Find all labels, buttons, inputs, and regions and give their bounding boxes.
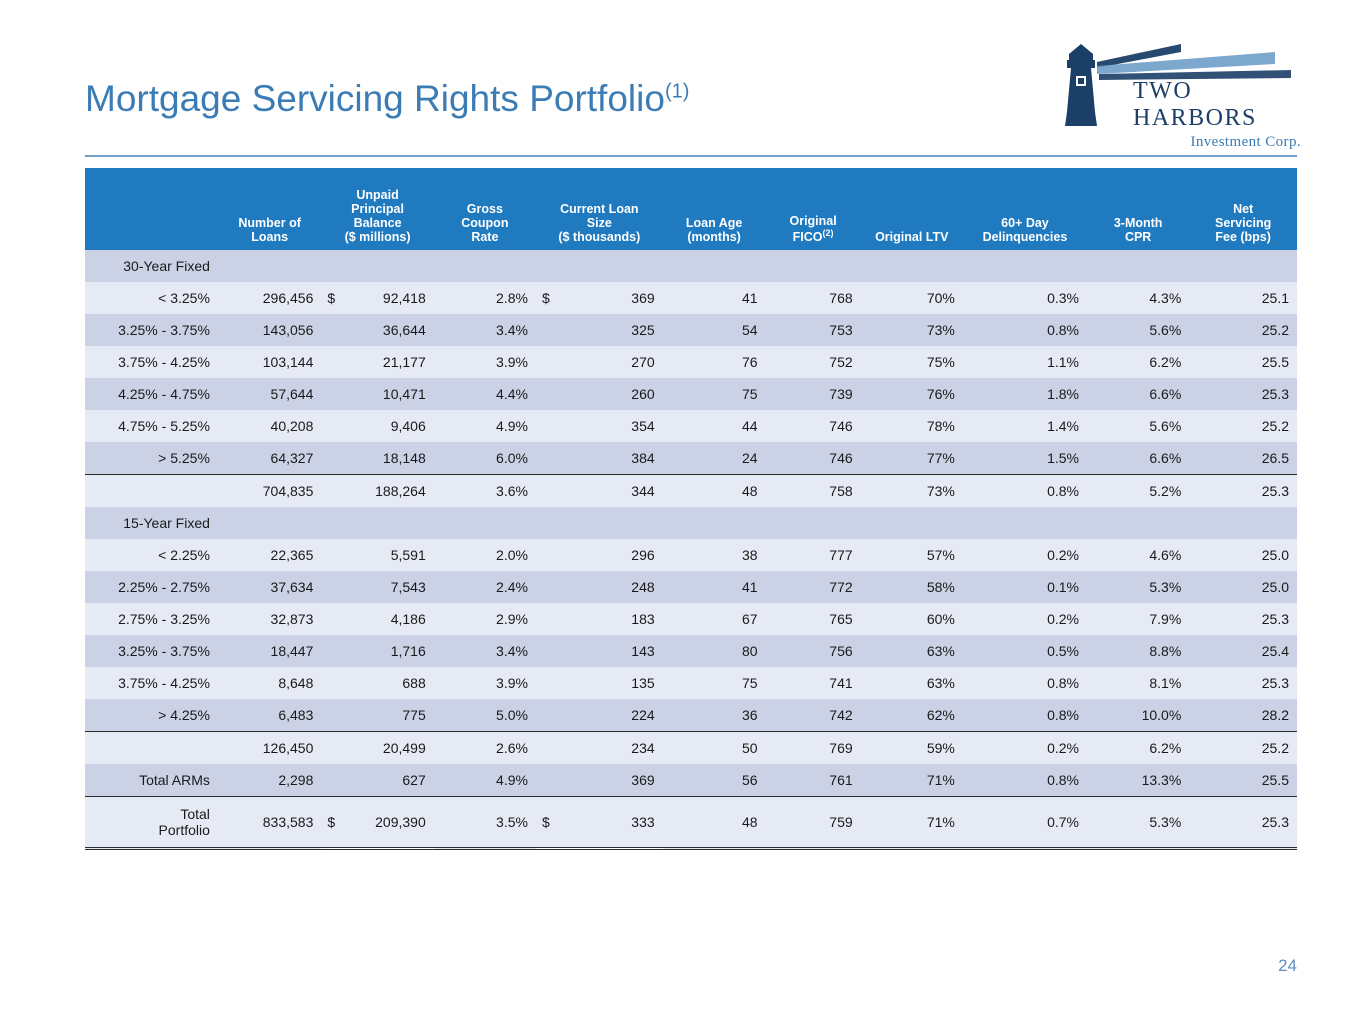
- cell-loan-age: 38: [663, 539, 766, 571]
- cell-delinquencies: 1.1%: [963, 346, 1087, 378]
- cell-cpr: 5.6%: [1087, 410, 1189, 442]
- header-line: FICO: [792, 230, 823, 244]
- cell-loan-age: 54: [663, 314, 766, 346]
- cell-upb: 20,499: [321, 732, 433, 765]
- cell: [321, 250, 433, 282]
- currency-symbol: $: [327, 814, 336, 830]
- cell: [963, 507, 1087, 539]
- table-row-subtotal: [85, 732, 1297, 765]
- cell-loan-age: 41: [663, 571, 766, 603]
- cell-cpr: 8.1%: [1087, 667, 1189, 699]
- header-line: ($ thousands): [558, 230, 641, 244]
- logo-wordmark: [1133, 78, 1301, 151]
- cell-value: 92,418: [382, 290, 426, 306]
- cell-number-of-loans: 18,447: [218, 635, 321, 667]
- table-row-total-portfolio: [85, 797, 1297, 849]
- cell-loan-size: 344: [536, 475, 663, 508]
- cell-loan-size: 143: [536, 635, 663, 667]
- cell: [434, 250, 536, 282]
- cell-servicing-fee: 25.0: [1189, 539, 1297, 571]
- cell-ltv: 60%: [861, 603, 963, 635]
- cell-number-of-loans: 296,456: [218, 282, 321, 314]
- cell-ltv: 78%: [861, 410, 963, 442]
- cell-number-of-loans: 6,483: [218, 699, 321, 732]
- row-label: [85, 732, 218, 765]
- cell: [218, 507, 321, 539]
- cell-loan-size: 296: [536, 539, 663, 571]
- cell-cpr: 6.2%: [1087, 732, 1189, 765]
- cell-number-of-loans: 64,327: [218, 442, 321, 475]
- cell-gross-coupon: 3.9%: [434, 667, 536, 699]
- cell-fico: 753: [766, 314, 861, 346]
- table-row: [85, 282, 1297, 314]
- cell-delinquencies: 0.2%: [963, 732, 1087, 765]
- cell-fico: 769: [766, 732, 861, 765]
- cell: [434, 507, 536, 539]
- row-label-text: < 3.25%: [158, 290, 210, 306]
- cell-gross-coupon: 4.4%: [434, 378, 536, 410]
- cell: [766, 507, 861, 539]
- cell-servicing-fee: 28.2: [1189, 699, 1297, 732]
- cell-cpr: 5.2%: [1087, 475, 1189, 508]
- cell-gross-coupon: 2.8%: [434, 282, 536, 314]
- cell-servicing-fee: 26.5: [1189, 442, 1297, 475]
- header-line: Current Loan: [560, 202, 639, 216]
- cell-upb: 4,186: [321, 603, 433, 635]
- cell-fico: 746: [766, 410, 861, 442]
- column-header-current-loan-size: [536, 168, 663, 250]
- cell-fico: 777: [766, 539, 861, 571]
- cell-ltv: 73%: [861, 475, 963, 508]
- header-line: Original LTV: [875, 230, 949, 244]
- cell: [766, 250, 861, 282]
- cell-loan-size: 135: [536, 667, 663, 699]
- company-logo: [1061, 40, 1301, 150]
- cell-gross-coupon: 6.0%: [434, 442, 536, 475]
- table-header: [85, 168, 1297, 250]
- cell-gross-coupon: 3.6%: [434, 475, 536, 508]
- cell-ltv: 62%: [861, 699, 963, 732]
- table-row: [85, 442, 1297, 475]
- cell-loan-size: 270: [536, 346, 663, 378]
- cell-servicing-fee: 25.3: [1189, 667, 1297, 699]
- row-label: [85, 282, 218, 314]
- cell-loan-age: 76: [663, 346, 766, 378]
- cell-number-of-loans: 32,873: [218, 603, 321, 635]
- cell-ltv: 77%: [861, 442, 963, 475]
- cell-number-of-loans: 22,365: [218, 539, 321, 571]
- cell-cpr: 7.9%: [1087, 603, 1189, 635]
- currency-symbol: $: [327, 290, 336, 306]
- cell-loan-age: 48: [663, 475, 766, 508]
- cell-ltv: 75%: [861, 346, 963, 378]
- cell-upb: 9,406: [321, 410, 433, 442]
- mortgage-servicing-rights-table: [85, 168, 1297, 850]
- column-header-category: [85, 168, 218, 250]
- table-row-subtotal: [85, 475, 1297, 508]
- row-label-line1: Total: [180, 805, 210, 822]
- cell-servicing-fee: 25.1: [1189, 282, 1297, 314]
- page-number: 24: [1278, 956, 1297, 975]
- cell-cpr: 6.6%: [1087, 442, 1189, 475]
- cell-gross-coupon: 2.4%: [434, 571, 536, 603]
- cell: [1189, 250, 1297, 282]
- cell-fico: 752: [766, 346, 861, 378]
- header-line: Principal: [351, 202, 404, 216]
- cell-delinquencies: 0.3%: [963, 282, 1087, 314]
- cell-fico: 739: [766, 378, 861, 410]
- cell-delinquencies: 0.2%: [963, 603, 1087, 635]
- cell-number-of-loans: 37,634: [218, 571, 321, 603]
- cell-ltv: 76%: [861, 378, 963, 410]
- cell-number-of-loans: 143,056: [218, 314, 321, 346]
- cell-loan-age: 80: [663, 635, 766, 667]
- cell-loan-size: 224: [536, 699, 663, 732]
- cell-gross-coupon: 3.4%: [434, 635, 536, 667]
- cell-number-of-loans: 2,298: [218, 764, 321, 797]
- cell-cpr: 4.6%: [1087, 539, 1189, 571]
- cell-loan-age: 44: [663, 410, 766, 442]
- cell-gross-coupon: 4.9%: [434, 764, 536, 797]
- cell-delinquencies: 1.4%: [963, 410, 1087, 442]
- cell-delinquencies: 0.8%: [963, 314, 1087, 346]
- header-line: Fee (bps): [1215, 230, 1271, 244]
- cell-cpr: 6.2%: [1087, 346, 1189, 378]
- cell: [861, 507, 963, 539]
- header-line: (months): [687, 230, 741, 244]
- cell-loan-size: 384: [536, 442, 663, 475]
- cell-gross-coupon: 5.0%: [434, 699, 536, 732]
- header-line: CPR: [1124, 230, 1152, 244]
- cell-delinquencies: 0.8%: [963, 667, 1087, 699]
- column-header-unpaid-principal-balance: [321, 168, 433, 250]
- cell-loan-age: 41: [663, 282, 766, 314]
- cell-loan-age: 48: [663, 797, 766, 849]
- header-line: ($ millions): [344, 230, 411, 244]
- cell-number-of-loans: 126,450: [218, 732, 321, 765]
- cell-servicing-fee: 25.3: [1189, 475, 1297, 508]
- cell-loan-size: 260: [536, 378, 663, 410]
- cell-fico: 761: [766, 764, 861, 797]
- cell-cpr: 13.3%: [1087, 764, 1189, 797]
- cell-number-of-loans: 40,208: [218, 410, 321, 442]
- cell-upb: 5,591: [321, 539, 433, 571]
- cell-servicing-fee: 25.0: [1189, 571, 1297, 603]
- cell-ltv: 70%: [861, 282, 963, 314]
- row-label: > 5.25%: [85, 442, 218, 475]
- cell: [1087, 250, 1189, 282]
- header-footnote-marker: (2): [822, 227, 834, 238]
- cell-upb: 10,471: [321, 378, 433, 410]
- cell-loan-age: 24: [663, 442, 766, 475]
- table-header-row: [85, 168, 1297, 250]
- cell-servicing-fee: 25.3: [1189, 797, 1297, 849]
- cell-ltv: 59%: [861, 732, 963, 765]
- cell-fico: 759: [766, 797, 861, 849]
- cell-fico: 768: [766, 282, 861, 314]
- cell-cpr: 4.3%: [1087, 282, 1189, 314]
- cell-delinquencies: 0.5%: [963, 635, 1087, 667]
- row-label: > 4.25%: [85, 699, 218, 732]
- header-line: Original: [789, 213, 837, 228]
- row-label: 2.25% - 2.75%: [85, 571, 218, 603]
- cell-servicing-fee: 25.5: [1189, 346, 1297, 378]
- table-row: [85, 314, 1297, 346]
- cell-cpr: 5.3%: [1087, 571, 1189, 603]
- currency-symbol: $: [541, 290, 550, 306]
- cell-cpr: 8.8%: [1087, 635, 1189, 667]
- cell-loan-size: 248: [536, 571, 663, 603]
- column-header-net-servicing-fee: [1189, 168, 1297, 250]
- cell-ltv: 57%: [861, 539, 963, 571]
- header-line: Loan Age: [685, 216, 743, 230]
- column-header-original-ltv: [861, 168, 963, 250]
- cell-upb: 775: [321, 699, 433, 732]
- cell-loan-age: 36: [663, 699, 766, 732]
- row-label: 30-Year Fixed: [85, 250, 218, 282]
- cell-loan-size: 325: [536, 314, 663, 346]
- header-line: Number of: [238, 216, 301, 230]
- cell-delinquencies: 0.2%: [963, 539, 1087, 571]
- page-title: [85, 78, 689, 120]
- cell-number-of-loans: 833,583: [218, 797, 321, 849]
- table-row: [85, 603, 1297, 635]
- table-row: [85, 539, 1297, 571]
- row-label: [85, 797, 218, 849]
- logo-company-name: TWO HARBORS: [1133, 78, 1257, 131]
- table-row: [85, 571, 1297, 603]
- cell-upb: [321, 797, 433, 849]
- row-label: 3.75% - 4.25%: [85, 346, 218, 378]
- cell-loan-size: [536, 797, 663, 849]
- table-row: [85, 410, 1297, 442]
- table-row: [85, 699, 1297, 732]
- cell-loan-size: 234: [536, 732, 663, 765]
- cell-loan-age: 75: [663, 378, 766, 410]
- cell-delinquencies: 0.8%: [963, 475, 1087, 508]
- cell-loan-size: 369: [536, 764, 663, 797]
- cell-gross-coupon: 2.9%: [434, 603, 536, 635]
- cell-loan-size: 183: [536, 603, 663, 635]
- row-label: 3.25% - 3.75%: [85, 635, 218, 667]
- cell-number-of-loans: 57,644: [218, 378, 321, 410]
- cell-servicing-fee: 25.2: [1189, 314, 1297, 346]
- logo-company-subtitle: Investment Corp.: [1190, 134, 1301, 150]
- cell: [663, 507, 766, 539]
- column-header-delinquencies: [963, 168, 1087, 250]
- cell-fico: 741: [766, 667, 861, 699]
- table-row: [85, 346, 1297, 378]
- cell: [861, 250, 963, 282]
- cell-fico: 765: [766, 603, 861, 635]
- cell: [663, 250, 766, 282]
- table-row: [85, 507, 1297, 539]
- cell-ltv: 71%: [861, 764, 963, 797]
- cell-ltv: 63%: [861, 635, 963, 667]
- table-row: [85, 635, 1297, 667]
- cell-servicing-fee: 25.2: [1189, 732, 1297, 765]
- header-line: Unpaid: [356, 188, 399, 202]
- cell-ltv: 63%: [861, 667, 963, 699]
- cell-servicing-fee: 25.3: [1189, 603, 1297, 635]
- cell-fico: 742: [766, 699, 861, 732]
- currency-symbol: $: [541, 814, 550, 830]
- cell-upb: 1,716: [321, 635, 433, 667]
- cell: [218, 250, 321, 282]
- cell: [963, 250, 1087, 282]
- table-row: [85, 378, 1297, 410]
- cell-gross-coupon: 3.9%: [434, 346, 536, 378]
- cell-upb: 18,148: [321, 442, 433, 475]
- header-line: Gross: [466, 202, 503, 216]
- cell-ltv: 71%: [861, 797, 963, 849]
- cell: [536, 250, 663, 282]
- header-line: Rate: [471, 230, 499, 244]
- cell-delinquencies: 0.8%: [963, 699, 1087, 732]
- header-line: 60+ Day: [1001, 216, 1049, 230]
- cell-fico: 756: [766, 635, 861, 667]
- column-header-number-of-loans: [218, 168, 321, 250]
- cell-servicing-fee: 25.4: [1189, 635, 1297, 667]
- cell-loan-size: [536, 282, 663, 314]
- header-line: Servicing: [1215, 216, 1272, 230]
- cell-gross-coupon: 4.9%: [434, 410, 536, 442]
- table-body: [85, 250, 1297, 849]
- cell-fico: 772: [766, 571, 861, 603]
- cell-cpr: 5.3%: [1087, 797, 1189, 849]
- cell-number-of-loans: 8,648: [218, 667, 321, 699]
- cell: [1189, 507, 1297, 539]
- cell-value: 209,390: [375, 814, 426, 830]
- cell-loan-size: 354: [536, 410, 663, 442]
- header-line: Net: [1233, 202, 1254, 216]
- cell-cpr: 5.6%: [1087, 314, 1189, 346]
- cell-upb: 21,177: [321, 346, 433, 378]
- row-label: 4.75% - 5.25%: [85, 410, 218, 442]
- row-label: 3.25% - 3.75%: [85, 314, 218, 346]
- cell-delinquencies: 0.1%: [963, 571, 1087, 603]
- column-header-three-month-cpr: [1087, 168, 1189, 250]
- row-label-line2: Portfolio: [158, 822, 210, 838]
- cell-loan-age: 56: [663, 764, 766, 797]
- cell-loan-age: 75: [663, 667, 766, 699]
- cell-cpr: 10.0%: [1087, 699, 1189, 732]
- cell: [1087, 507, 1189, 539]
- page-title-text: Mortgage Servicing Rights Portfolio: [85, 78, 665, 119]
- cell-upb: 688: [321, 667, 433, 699]
- cell-upb: 188,264: [321, 475, 433, 508]
- row-label: 3.75% - 4.25%: [85, 667, 218, 699]
- row-label: 4.25% - 4.75%: [85, 378, 218, 410]
- cell-upb: 7,543: [321, 571, 433, 603]
- cell-upb: 36,644: [321, 314, 433, 346]
- cell: [536, 507, 663, 539]
- cell-number-of-loans: 103,144: [218, 346, 321, 378]
- cell-delinquencies: 0.8%: [963, 764, 1087, 797]
- cell-gross-coupon: 2.0%: [434, 539, 536, 571]
- row-label: [85, 475, 218, 508]
- cell-gross-coupon: 3.5%: [434, 797, 536, 849]
- header-line: Balance: [353, 216, 402, 230]
- header-line: Size: [586, 216, 612, 230]
- cell-cpr: 6.6%: [1087, 378, 1189, 410]
- table-row: [85, 667, 1297, 699]
- cell-upb: 627: [321, 764, 433, 797]
- column-header-original-fico: [766, 168, 861, 250]
- cell-ltv: 58%: [861, 571, 963, 603]
- row-label: Total ARMs: [85, 764, 218, 797]
- cell-delinquencies: 0.7%: [963, 797, 1087, 849]
- row-label: 15-Year Fixed: [85, 507, 218, 539]
- table-row: [85, 250, 1297, 282]
- table-row-total-arms: [85, 764, 1297, 797]
- cell-upb: [321, 282, 433, 314]
- row-label: < 2.25%: [85, 539, 218, 571]
- cell-gross-coupon: 2.6%: [434, 732, 536, 765]
- title-divider: [85, 155, 1297, 157]
- cell-delinquencies: 1.8%: [963, 378, 1087, 410]
- header-line: Loans: [251, 230, 289, 244]
- cell-value: 369: [631, 290, 655, 306]
- cell-ltv: 73%: [861, 314, 963, 346]
- header-line: Coupon: [461, 216, 509, 230]
- cell-fico: 758: [766, 475, 861, 508]
- cell-loan-age: 50: [663, 732, 766, 765]
- cell-servicing-fee: 25.2: [1189, 410, 1297, 442]
- cell-number-of-loans: 704,835: [218, 475, 321, 508]
- page-title-footnote-marker: (1): [664, 80, 690, 103]
- cell: [321, 507, 433, 539]
- cell-gross-coupon: 3.4%: [434, 314, 536, 346]
- cell-delinquencies: 1.5%: [963, 442, 1087, 475]
- cell-servicing-fee: 25.5: [1189, 764, 1297, 797]
- column-header-loan-age: [663, 168, 766, 250]
- cell-servicing-fee: 25.3: [1189, 378, 1297, 410]
- cell-loan-age: 67: [663, 603, 766, 635]
- cell-fico: 746: [766, 442, 861, 475]
- header-line: Delinquencies: [982, 230, 1068, 244]
- cell-value: 333: [631, 814, 655, 830]
- row-label: 2.75% - 3.25%: [85, 603, 218, 635]
- column-header-gross-coupon-rate: [434, 168, 536, 250]
- header-line: 3-Month: [1113, 216, 1163, 230]
